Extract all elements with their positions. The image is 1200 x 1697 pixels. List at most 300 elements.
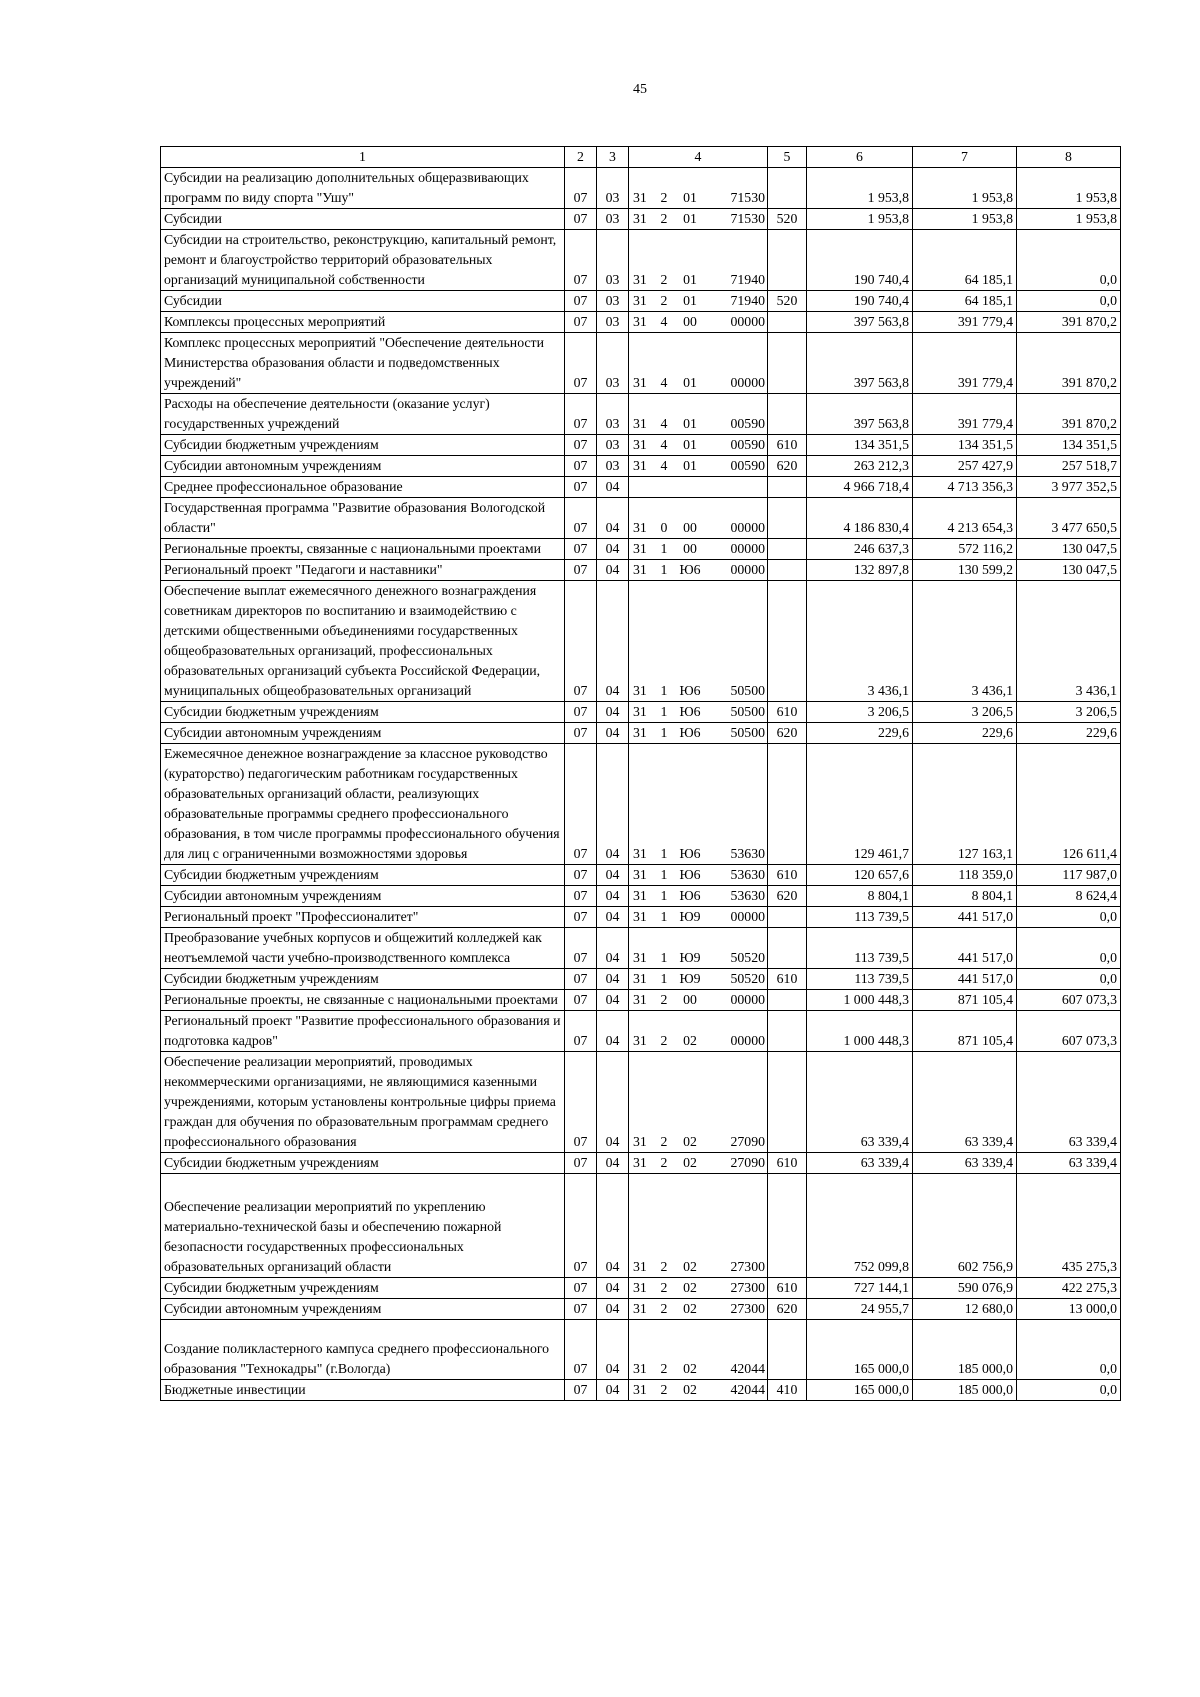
target-article-part: 02: [683, 1155, 697, 1170]
amount-col-6: 120 657,6: [807, 865, 913, 886]
expense-type-code: [768, 1174, 807, 1278]
section-code: 07: [565, 456, 597, 477]
section-code: 07: [565, 886, 597, 907]
row-name: Субсидии бюджетным учреждениям: [161, 969, 565, 990]
header-cell: 1: [161, 147, 565, 168]
target-article-part: 31: [633, 704, 647, 719]
target-article-part: 4: [660, 314, 668, 329]
expense-type-code: [768, 928, 807, 969]
target-article-part: 01: [683, 293, 697, 308]
section-code: 07: [565, 435, 597, 456]
amount-col-8: 130 047,5: [1017, 539, 1121, 560]
target-article-part: 31: [633, 520, 647, 535]
target-article-part: 00: [683, 541, 697, 556]
amount-col-8: 0,0: [1017, 291, 1121, 312]
amount-col-7: 8 804,1: [913, 886, 1017, 907]
table-row: [161, 539, 1121, 560]
row-name: Субсидии на реализацию дополнительных общеразвивающих программ по виду спорта "Ушу": [161, 168, 565, 209]
header-cell: 3: [597, 147, 629, 168]
amount-col-6: 263 212,3: [807, 456, 913, 477]
expense-type-code: [768, 333, 807, 394]
target-article-part: Ю6: [679, 562, 701, 577]
target-article-code: [629, 1320, 768, 1380]
amount-col-7: 602 756,9: [913, 1174, 1017, 1278]
row-name: Региональные проекты, связанные с национальными проектами: [161, 539, 565, 560]
amount-col-7: 441 517,0: [913, 907, 1017, 928]
target-article-code: [629, 581, 768, 702]
target-article-part: 31: [633, 1280, 647, 1295]
table-row: [161, 312, 1121, 333]
amount-col-6: 24 955,7: [807, 1299, 913, 1320]
target-article-part: 2: [660, 190, 668, 205]
target-article-part: 31: [633, 211, 647, 226]
target-article-part: Ю6: [679, 704, 701, 719]
subsection-code: 03: [597, 291, 629, 312]
subsection-code: 04: [597, 539, 629, 560]
target-article-part: 2: [660, 1280, 668, 1295]
target-article-part: 1: [660, 867, 668, 882]
target-article-part: Ю6: [679, 683, 701, 698]
amount-col-7: 118 359,0: [913, 865, 1017, 886]
row-name: Бюджетные инвестиции: [161, 1380, 565, 1401]
target-article-part: 1: [660, 683, 668, 698]
row-name: Региональный проект "Развитие профессионального образования и подготовка кадров": [161, 1011, 565, 1052]
target-article-part: 00590: [730, 416, 765, 431]
target-article-part: 50520: [730, 950, 765, 965]
target-article-code: [629, 744, 768, 865]
target-article-code: [629, 1278, 768, 1299]
section-code: 07: [565, 394, 597, 435]
target-article-code: [629, 312, 768, 333]
target-article-code: [629, 230, 768, 291]
target-article-part: 31: [633, 683, 647, 698]
amount-col-8: 0,0: [1017, 928, 1121, 969]
header-cell: 2: [565, 147, 597, 168]
amount-col-6: 63 339,4: [807, 1052, 913, 1153]
expense-type-code: 620: [768, 1299, 807, 1320]
expense-type-code: 610: [768, 435, 807, 456]
table-row: [161, 291, 1121, 312]
target-article-part: 31: [633, 950, 647, 965]
target-article-part: 31: [633, 1361, 647, 1376]
section-code: 07: [565, 907, 597, 928]
table-row: [161, 928, 1121, 969]
target-article-code: [629, 1153, 768, 1174]
expense-type-code: [768, 168, 807, 209]
amount-col-8: 422 275,3: [1017, 1278, 1121, 1299]
amount-col-7: 572 116,2: [913, 539, 1017, 560]
table-row: [161, 969, 1121, 990]
target-article-part: 2: [660, 1382, 668, 1397]
amount-col-6: 165 000,0: [807, 1380, 913, 1401]
target-article-part: 71530: [730, 190, 765, 205]
target-article-part: Ю6: [679, 888, 701, 903]
row-name: Ежемесячное денежное вознаграждение за классное руководство (кураторство) педагогическим работникам государственных образовательных организаций области, реализующих образовательные программы среднего профессионального образования, в том числе программы профессионального обучения для лиц с ограниченными возможностями здоровья: [161, 744, 565, 865]
target-article-part: 50520: [730, 971, 765, 986]
row-name: Государственная программа "Развитие образования Вологодской области": [161, 498, 565, 539]
target-article-part: 4: [660, 375, 668, 390]
target-article-part: 27090: [730, 1155, 765, 1170]
amount-col-6: 1 953,8: [807, 209, 913, 230]
target-article-part: 02: [683, 1280, 697, 1295]
amount-col-6: 246 637,3: [807, 539, 913, 560]
subsection-code: 04: [597, 969, 629, 990]
subsection-code: 04: [597, 1380, 629, 1401]
amount-col-6: 113 739,5: [807, 907, 913, 928]
target-article-code: [629, 209, 768, 230]
expense-type-code: 520: [768, 291, 807, 312]
amount-col-6: 3 436,1: [807, 581, 913, 702]
subsection-code: 04: [597, 1320, 629, 1380]
row-name: Субсидии: [161, 291, 565, 312]
subsection-code: 03: [597, 168, 629, 209]
amount-col-8: 1 953,8: [1017, 209, 1121, 230]
table-row: [161, 456, 1121, 477]
amount-col-7: 871 105,4: [913, 990, 1017, 1011]
target-article-part: 31: [633, 867, 647, 882]
row-name: Создание поликластерного кампуса среднего профессионального образования "Технокадры" (г.Вологда): [161, 1320, 565, 1380]
target-article-part: Ю6: [679, 867, 701, 882]
amount-col-6: 397 563,8: [807, 333, 913, 394]
row-name: Региональные проекты, не связанные с национальными проектами: [161, 990, 565, 1011]
row-name: Региональный проект "Профессионалитет": [161, 907, 565, 928]
amount-col-8: 607 073,3: [1017, 990, 1121, 1011]
section-code: 07: [565, 560, 597, 581]
target-article-code: [629, 291, 768, 312]
amount-col-6: 4 966 718,4: [807, 477, 913, 498]
table-row: [161, 1320, 1121, 1380]
section-code: 07: [565, 1278, 597, 1299]
section-code: 07: [565, 744, 597, 865]
target-article-part: 71940: [730, 272, 765, 287]
section-code: 07: [565, 498, 597, 539]
amount-col-6: 397 563,8: [807, 394, 913, 435]
expense-type-code: 610: [768, 1278, 807, 1299]
section-code: 07: [565, 865, 597, 886]
amount-col-7: 63 339,4: [913, 1052, 1017, 1153]
amount-col-7: 441 517,0: [913, 928, 1017, 969]
target-article-code: [629, 907, 768, 928]
target-article-part: 00000: [730, 562, 765, 577]
table-row: [161, 435, 1121, 456]
target-article-part: 2: [660, 1033, 668, 1048]
target-article-code: [629, 928, 768, 969]
amount-col-7: 391 779,4: [913, 394, 1017, 435]
amount-col-8: 13 000,0: [1017, 1299, 1121, 1320]
target-article-part: 01: [683, 437, 697, 452]
row-name: Субсидии: [161, 209, 565, 230]
amount-col-8: 0,0: [1017, 1320, 1121, 1380]
target-article-part: 71940: [730, 293, 765, 308]
target-article-code: [629, 886, 768, 907]
target-article-part: 2: [660, 1155, 668, 1170]
row-name: Субсидии бюджетным учреждениям: [161, 435, 565, 456]
amount-col-8: 130 047,5: [1017, 560, 1121, 581]
table-row: [161, 865, 1121, 886]
table-row: [161, 702, 1121, 723]
target-article-part: 00: [683, 992, 697, 1007]
table-row: [161, 990, 1121, 1011]
amount-col-6: 190 740,4: [807, 230, 913, 291]
amount-col-7: 441 517,0: [913, 969, 1017, 990]
target-article-part: 01: [683, 416, 697, 431]
header-cell: 6: [807, 147, 913, 168]
amount-col-8: 1 953,8: [1017, 168, 1121, 209]
table-row: [161, 744, 1121, 865]
target-article-part: 02: [683, 1382, 697, 1397]
amount-col-7: 257 427,9: [913, 456, 1017, 477]
target-article-part: 31: [633, 725, 647, 740]
table-row: [161, 1278, 1121, 1299]
subsection-code: 03: [597, 230, 629, 291]
table-row: [161, 1380, 1121, 1401]
amount-col-6: 752 099,8: [807, 1174, 913, 1278]
row-name: Расходы на обеспечение деятельности (оказание услуг) государственных учреждений: [161, 394, 565, 435]
target-article-code: [629, 865, 768, 886]
section-code: 07: [565, 291, 597, 312]
section-code: 07: [565, 209, 597, 230]
expense-type-code: [768, 907, 807, 928]
target-article-code: [629, 168, 768, 209]
target-article-part: 31: [633, 888, 647, 903]
row-name: Региональный проект "Педагоги и наставники": [161, 560, 565, 581]
table-row: [161, 333, 1121, 394]
row-name: Субсидии автономным учреждениям: [161, 723, 565, 744]
target-article-part: 31: [633, 190, 647, 205]
table-row: [161, 907, 1121, 928]
table-row: [161, 723, 1121, 744]
amount-col-8: 391 870,2: [1017, 394, 1121, 435]
amount-col-6: 1 000 448,3: [807, 1011, 913, 1052]
target-article-part: 01: [683, 272, 697, 287]
subsection-code: 04: [597, 928, 629, 969]
section-code: 07: [565, 990, 597, 1011]
target-article-part: 31: [633, 1301, 647, 1316]
section-code: 07: [565, 1052, 597, 1153]
amount-col-7: 3 206,5: [913, 702, 1017, 723]
amount-col-7: 3 436,1: [913, 581, 1017, 702]
target-article-part: 4: [660, 437, 668, 452]
target-article-code: [629, 539, 768, 560]
row-name: Субсидии бюджетным учреждениям: [161, 702, 565, 723]
amount-col-8: 0,0: [1017, 907, 1121, 928]
amount-col-7: 871 105,4: [913, 1011, 1017, 1052]
target-article-part: 31: [633, 293, 647, 308]
row-name: Субсидии бюджетным учреждениям: [161, 865, 565, 886]
section-code: 07: [565, 312, 597, 333]
amount-col-7: 1 953,8: [913, 209, 1017, 230]
amount-col-7: 64 185,1: [913, 291, 1017, 312]
amount-col-7: 185 000,0: [913, 1380, 1017, 1401]
amount-col-6: 397 563,8: [807, 312, 913, 333]
target-article-part: 2: [660, 1134, 668, 1149]
target-article-part: 1: [660, 950, 668, 965]
section-code: 07: [565, 477, 597, 498]
target-article-part: 02: [683, 1361, 697, 1376]
row-name: Обеспечение реализации мероприятий по укреплению материально-технической базы и обеспечению пожарной безопасности государственных профессиональных образовательных организаций области: [161, 1174, 565, 1278]
subsection-code: 04: [597, 560, 629, 581]
target-article-part: 1: [660, 909, 668, 924]
target-article-part: 02: [683, 1134, 697, 1149]
subsection-code: 04: [597, 1052, 629, 1153]
target-article-part: 31: [633, 1259, 647, 1274]
target-article-part: 4: [660, 416, 668, 431]
table-row: [161, 1299, 1121, 1320]
table-row: [161, 1011, 1121, 1052]
target-article-part: 31: [633, 437, 647, 452]
expense-type-code: [768, 539, 807, 560]
target-article-part: 31: [633, 541, 647, 556]
target-article-code: [629, 1052, 768, 1153]
subsection-code: 04: [597, 744, 629, 865]
target-article-part: 01: [683, 458, 697, 473]
target-article-part: 1: [660, 704, 668, 719]
target-article-code: [629, 435, 768, 456]
target-article-code: [629, 394, 768, 435]
amount-col-8: 391 870,2: [1017, 312, 1121, 333]
section-code: 07: [565, 581, 597, 702]
target-article-part: 53630: [730, 888, 765, 903]
target-article-part: 4: [660, 458, 668, 473]
amount-col-8: 607 073,3: [1017, 1011, 1121, 1052]
target-article-part: Ю9: [679, 971, 701, 986]
amount-col-6: 190 740,4: [807, 291, 913, 312]
target-article-part: 53630: [730, 846, 765, 861]
target-article-part: 1: [660, 562, 668, 577]
subsection-code: 04: [597, 581, 629, 702]
expense-type-code: [768, 1052, 807, 1153]
amount-col-6: 8 804,1: [807, 886, 913, 907]
expense-type-code: 410: [768, 1380, 807, 1401]
amount-col-7: 63 339,4: [913, 1153, 1017, 1174]
section-code: 07: [565, 1320, 597, 1380]
amount-col-7: 130 599,2: [913, 560, 1017, 581]
subsection-code: 04: [597, 990, 629, 1011]
subsection-code: 03: [597, 435, 629, 456]
section-code: 07: [565, 1153, 597, 1174]
target-article-part: 31: [633, 458, 647, 473]
target-article-part: 01: [683, 375, 697, 390]
target-article-part: 00: [683, 314, 697, 329]
amount-col-6: 4 186 830,4: [807, 498, 913, 539]
target-article-part: 00590: [730, 458, 765, 473]
row-name: Субсидии автономным учреждениям: [161, 456, 565, 477]
header-cell: 7: [913, 147, 1017, 168]
target-article-part: 27300: [730, 1301, 765, 1316]
target-article-part: 31: [633, 314, 647, 329]
target-article-part: 31: [633, 416, 647, 431]
row-name: Преобразование учебных корпусов и общежитий колледжей как неотъемлемой части учебно-производственного комплекса: [161, 928, 565, 969]
subsection-code: 04: [597, 723, 629, 744]
target-article-part: 01: [683, 211, 697, 226]
subsection-code: 04: [597, 1299, 629, 1320]
target-article-code: [629, 498, 768, 539]
target-article-part: 00000: [730, 909, 765, 924]
subsection-code: 03: [597, 209, 629, 230]
target-article-part: 31: [633, 846, 647, 861]
amount-col-6: 134 351,5: [807, 435, 913, 456]
target-article-part: 2: [660, 1259, 668, 1274]
target-article-part: 42044: [730, 1361, 765, 1376]
target-article-part: 2: [660, 992, 668, 1007]
target-article-part: 1: [660, 888, 668, 903]
amount-col-8: 63 339,4: [1017, 1052, 1121, 1153]
target-article-part: 50500: [730, 725, 765, 740]
target-article-part: 00000: [730, 520, 765, 535]
header-cell: 8: [1017, 147, 1121, 168]
table-row: [161, 560, 1121, 581]
target-article-part: Ю6: [679, 846, 701, 861]
row-name: Субсидии автономным учреждениям: [161, 886, 565, 907]
amount-col-8: 126 611,4: [1017, 744, 1121, 865]
expense-type-code: 620: [768, 723, 807, 744]
target-article-part: 27090: [730, 1134, 765, 1149]
amount-col-7: 127 163,1: [913, 744, 1017, 865]
target-article-part: 00000: [730, 1033, 765, 1048]
subsection-code: 03: [597, 312, 629, 333]
target-article-part: 1: [660, 725, 668, 740]
target-article-part: 50500: [730, 683, 765, 698]
section-code: 07: [565, 928, 597, 969]
target-article-part: 00000: [730, 992, 765, 1007]
target-article-code: [629, 990, 768, 1011]
target-article-part: 02: [683, 1033, 697, 1048]
amount-col-8: 3 477 650,5: [1017, 498, 1121, 539]
amount-col-7: 1 953,8: [913, 168, 1017, 209]
row-name: Обеспечение реализации мероприятий, проводимых некоммерческими организациями, не являющимися казенными учреждениями, которым установлены контрольные цифры приема граждан для обучения по образовательным программам среднего профессионального образования: [161, 1052, 565, 1153]
row-name: Субсидии бюджетным учреждениям: [161, 1153, 565, 1174]
amount-col-8: 229,6: [1017, 723, 1121, 744]
section-code: 07: [565, 1380, 597, 1401]
expense-type-code: [768, 744, 807, 865]
amount-col-6: 1 000 448,3: [807, 990, 913, 1011]
amount-col-6: 113 739,5: [807, 969, 913, 990]
target-article-part: 31: [633, 562, 647, 577]
expense-type-code: [768, 581, 807, 702]
subsection-code: 04: [597, 1011, 629, 1052]
table-row: [161, 498, 1121, 539]
amount-col-8: 3 206,5: [1017, 702, 1121, 723]
table-row: [161, 209, 1121, 230]
table-row: [161, 230, 1121, 291]
target-article-code: [629, 969, 768, 990]
section-code: 07: [565, 539, 597, 560]
target-article-part: 27300: [730, 1259, 765, 1274]
amount-col-8: 0,0: [1017, 969, 1121, 990]
target-article-part: 00: [683, 520, 697, 535]
amount-col-6: 129 461,7: [807, 744, 913, 865]
amount-col-7: 64 185,1: [913, 230, 1017, 291]
table-row: [161, 1052, 1121, 1153]
subsection-code: 04: [597, 498, 629, 539]
expense-type-code: [768, 990, 807, 1011]
target-article-part: 2: [660, 1361, 668, 1376]
target-article-code: [629, 560, 768, 581]
amount-col-8: 63 339,4: [1017, 1153, 1121, 1174]
amount-col-8: 0,0: [1017, 230, 1121, 291]
amount-col-8: 3 436,1: [1017, 581, 1121, 702]
expense-type-code: 620: [768, 456, 807, 477]
target-article-part: 2: [660, 211, 668, 226]
expense-type-code: [768, 394, 807, 435]
table-row: [161, 1153, 1121, 1174]
expense-type-code: [768, 498, 807, 539]
table-row: [161, 168, 1121, 209]
amount-col-8: 0,0: [1017, 1380, 1121, 1401]
subsection-code: 04: [597, 1278, 629, 1299]
expense-type-code: [768, 312, 807, 333]
amount-col-8: 134 351,5: [1017, 435, 1121, 456]
